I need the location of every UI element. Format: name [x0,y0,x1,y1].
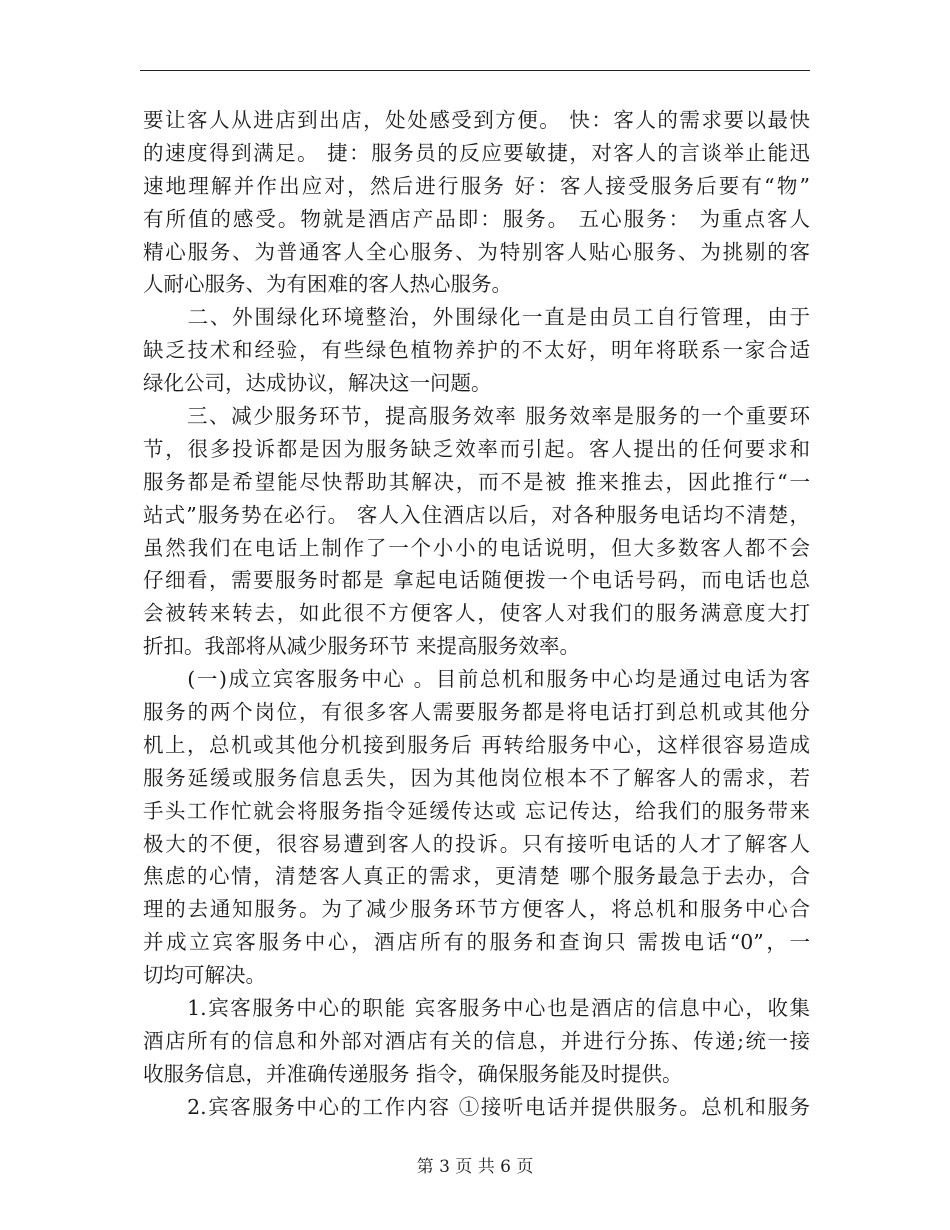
text-line: 机上，总机或其他分机接到服务后 再转给服务中心，这样很容易造成 [143,732,810,757]
text-line: 手头工作忙就会将服务指令延缓传达或 忘记传达，给我们的服务带来 [143,798,810,823]
text-line: 服务的两个岗位，有很多客人需要服务都是将电话打到总机或其他分 [143,700,810,725]
text-line: 酒店所有的信息和外部对酒店有关的信息，并进行分拣、传递;统一接 [143,1028,810,1053]
text-line: 2.宾客服务中心的工作内容 ①接听电话并提供服务。总机和服务 [143,1094,810,1119]
text-line: 三、减少服务环节，提高服务效率 服务效率是服务的一个重要环 [143,404,810,429]
text-line: 速地理解并作出应对，然后进行服务 好：客人接受服务后要有“物” [143,173,810,198]
header-rule [140,70,810,71]
text-line: 1.宾客服务中心的职能 宾客服务中心也是酒店的信息中心，收集 [143,996,810,1021]
text-line: 理的去通知服务。为了减少服务环节方便客人，将总机和服务中心合 [143,897,810,922]
text-line: 收服务信息，并准确传递服务 指令，确保服务能及时提供。 [143,1061,683,1086]
text-line: 折扣。我部将从减少服务环节 来提高服务效率。 [143,634,581,659]
text-line: 焦虑的心情，清楚客人真正的需求，更清楚 哪个服务最急于去办，合 [143,864,810,889]
document-body [143,104,810,1124]
text-line: 并成立宾客服务中心，酒店所有的服务和查询只 需拨电话“0”，一 [143,930,810,955]
text-line: 仔细看，需要服务时都是 拿起电话随便拨一个电话号码，而电话也总 [143,568,810,593]
text-line: 节，很多投诉都是因为服务缺乏效率而引起。客人提出的任何要求和 [143,436,810,461]
text-line: 要让客人从进店到出店，处处感受到方便。 快：客人的需求要以最快 [143,108,810,132]
text-line: 有所值的感受。物就是酒店产品即：服务。 五心服务： 为重点客人 [143,206,810,231]
text-line: 站式”服务势在必行。 客人入住酒店以后，对各种服务电话均不清楚， [143,502,810,527]
text-line: 二、外围绿化环境整治，外围绿化一直是由员工自行管理，由于 [143,305,810,330]
text-line: 服务延缓或服务信息丢失，因为其他岗位根本不了解客人的需求，若 [143,765,810,790]
page-number: 第 3 页 共 6 页 [416,1157,534,1177]
text-line: 精心服务、为普通客人全心服务、为特别客人贴心服务、为挑剔的客 [143,239,810,264]
text-line: 极大的不便，很容易遭到客人的投诉。只有接听电话的人才了解客人 [143,831,810,856]
text-line: 缺乏技术和经验，有些绿色植物养护的不太好，明年将联系一家合适 [143,338,810,363]
text-line: 虽然我们在电话上制作了一个小小的电话说明，但大多数客人都不会 [143,535,810,560]
text-line: 切均可解决。 [143,963,266,988]
text-line: 会被转来转去，如此很不方便客人，使客人对我们的服务满意度大打 [143,601,810,626]
text-line: 服务都是希望能尽快帮助其解决，而不是被 推来推去，因此推行“一 [143,469,810,494]
text-line: 人耐心服务、为有困难的客人热心服务。 [143,272,512,297]
text-line: 的速度得到满足。 捷：服务员的反应要敏捷，对客人的言谈举止能迅 [143,140,810,165]
text-line: 绿化公司，达成协议，解决这一问题。 [143,371,492,396]
text-line: (一)成立宾客服务中心 。目前总机和服务中心均是通过电话为客 [143,667,810,692]
